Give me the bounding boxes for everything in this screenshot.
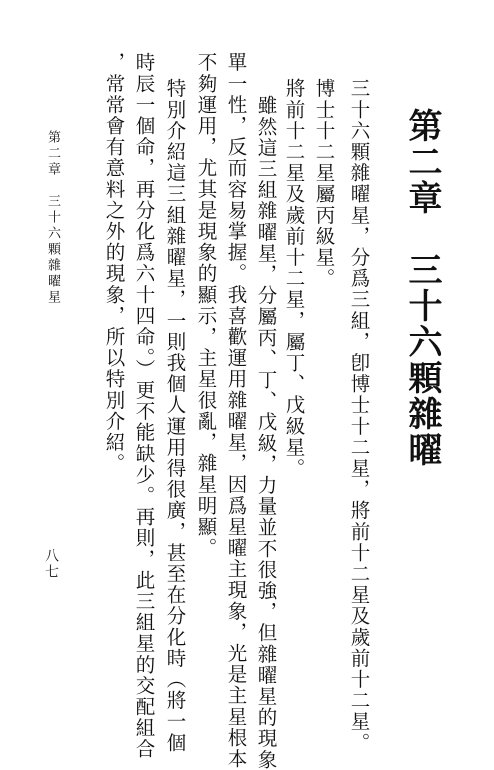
body-line-3: 將前十二星及歲前十二星，屬丁、戊級星。 <box>282 78 306 479</box>
body-line-4: 雖然這三組雜曜星，分屬丙、丁、戊級，力量並不很強，但雜曜星的現象 <box>254 95 278 770</box>
chapter-title: 第二章 三十六顆雜曜 <box>402 108 442 468</box>
body-line-7: 特別介紹這三組雜曜星，一則我個人運用得很廣，甚至在分化時（將一個 <box>163 78 187 754</box>
body-line-1: 三十六顆雜曜星，分爲三組，卽博士十二星，將前十二星及歲前十二星。 <box>347 78 371 754</box>
body-line-8: 時辰一個命，再分化爲六十四命。）更不能缺少。再則，此三組星的交配組合 <box>132 52 156 760</box>
page-number: 八七 <box>43 548 59 580</box>
body-line-9: ，常常會有意料之外的現象，所以特別介紹。 <box>102 52 126 474</box>
body-line-2: 博士十二星屬丙級星。 <box>312 78 336 289</box>
running-header: 第二章 三十六顆雜曜星 <box>45 130 60 306</box>
body-line-6: 不夠運用，尤其是現象的顯示，主星很亂，雜星明顯。 <box>194 52 218 559</box>
body-line-5: 單一性，反而容易掌握。我喜歡運用雜曜星，因爲星曜主現象，光是主星根本 <box>224 52 248 770</box>
